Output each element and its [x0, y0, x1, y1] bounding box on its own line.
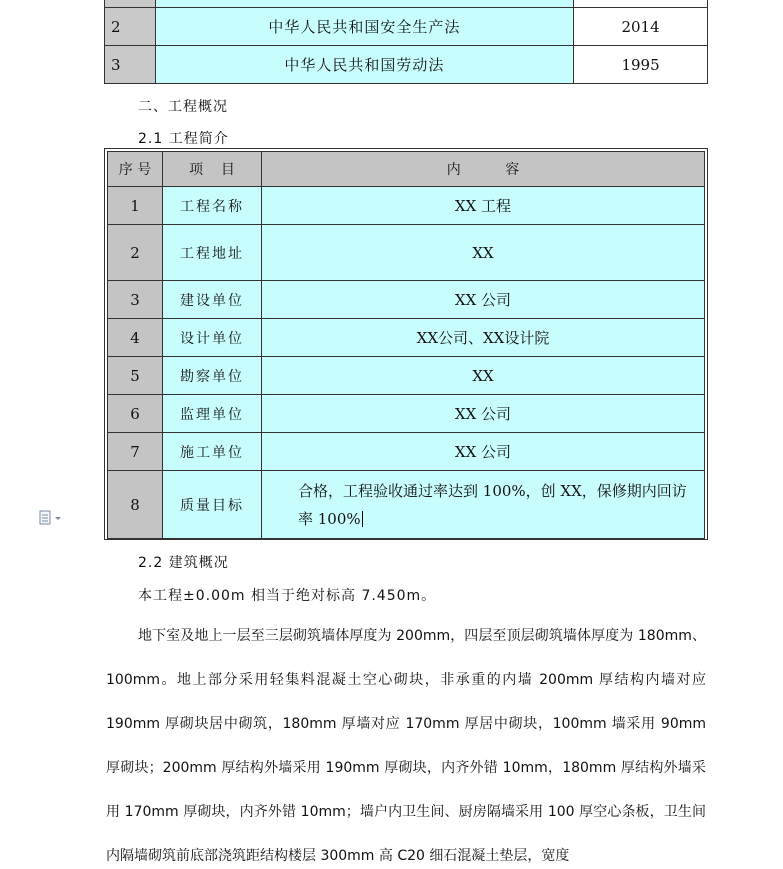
row-no: 2: [108, 225, 163, 281]
row-item: 施工单位: [163, 433, 262, 471]
table-row: [108, 395, 705, 433]
row-item: 设计单位: [163, 319, 262, 357]
subsection-heading: 2.1 工程简介: [138, 131, 229, 147]
row-no: 1: [108, 187, 163, 225]
table-row: [108, 471, 705, 539]
row-content[interactable]: [262, 471, 705, 539]
row-item: 质量目标: [163, 471, 262, 539]
table-row: [105, 0, 708, 8]
table-row: [108, 225, 705, 281]
law-year: 2014: [574, 8, 708, 46]
project-table-frame: [104, 148, 708, 540]
document-icon[interactable]: [38, 510, 64, 526]
header-content: 内 容: [262, 152, 705, 187]
table-row: [108, 281, 705, 319]
row-content[interactable]: XX 公司: [262, 433, 705, 471]
row-content[interactable]: XX 公司: [262, 281, 705, 319]
row-no: 6: [108, 395, 163, 433]
table-row: [108, 433, 705, 471]
table-header-row: [108, 152, 705, 187]
law-name: 中华人民共和国劳动法: [155, 46, 573, 84]
table-row: [105, 8, 708, 46]
text-cursor: [362, 511, 363, 527]
section-heading: 二、工程概况: [138, 99, 228, 115]
body-paragraph: [106, 614, 706, 869]
elevation-text: 本工程±0.00m 相当于绝对标高 7.450m。: [138, 588, 437, 604]
header-item: 项 目: [163, 152, 262, 187]
row-content[interactable]: XX 公司: [262, 395, 705, 433]
row-item: 建设单位: [163, 281, 262, 319]
table-row: [108, 357, 705, 395]
row-no: 5: [108, 357, 163, 395]
row-item: 勘察单位: [163, 357, 262, 395]
law-no: 3: [105, 46, 156, 84]
row-no: 7: [108, 433, 163, 471]
law-year: 1995: [574, 46, 708, 84]
header-no: 序 号: [108, 152, 163, 187]
body-text: 地下室及地上一层至三层砌筑墙体厚度为 200mm，四层至顶层砌筑墙体厚度为 180mm、100mm。地上部分采用轻集料混凝土空心砌块，非承重的内墙 200mm 厚结构内墙对应 190mm 厚砌块居中砌筑，180mm 厚墙对应 170mm 厚居中砌块，100mm 墙采用 90mm 厚砌块；200mm 厚结构外墙采用 190mm 厚砌块，内齐外错 10mm，180mm 厚结构外墙采用 170mm 厚砌块，内齐外错 10mm；墙户内卫生间、厨房隔墙采用 100 厚空心条板，卫生间内隔墙砌筑前底部浇筑距结构楼层 300mm 高 C20 细石混凝土垫层，宽度: [106, 628, 706, 864]
row-content[interactable]: XX公司、XX设计院: [262, 319, 705, 357]
law-no: 2: [105, 8, 156, 46]
row-item: 监理单位: [163, 395, 262, 433]
row-content[interactable]: XX 工程: [262, 187, 705, 225]
row-item: 工程地址: [163, 225, 262, 281]
table-row: [105, 46, 708, 84]
row-content[interactable]: XX: [262, 225, 705, 281]
law-table: [104, 0, 708, 84]
table-row: [108, 319, 705, 357]
project-table: [107, 151, 705, 539]
quality-goal-text: 合格，工程验收通过率达到 100%，创 XX，保修期内回访率 100%: [298, 481, 687, 528]
law-name: 中华人民共和国安全生产法: [155, 8, 573, 46]
row-no: 8: [108, 471, 163, 539]
table-row: [108, 187, 705, 225]
row-content[interactable]: XX: [262, 357, 705, 395]
row-item: 工程名称: [163, 187, 262, 225]
row-no: 3: [108, 281, 163, 319]
row-no: 4: [108, 319, 163, 357]
subsection-heading: 2.2 建筑概况: [138, 555, 229, 571]
